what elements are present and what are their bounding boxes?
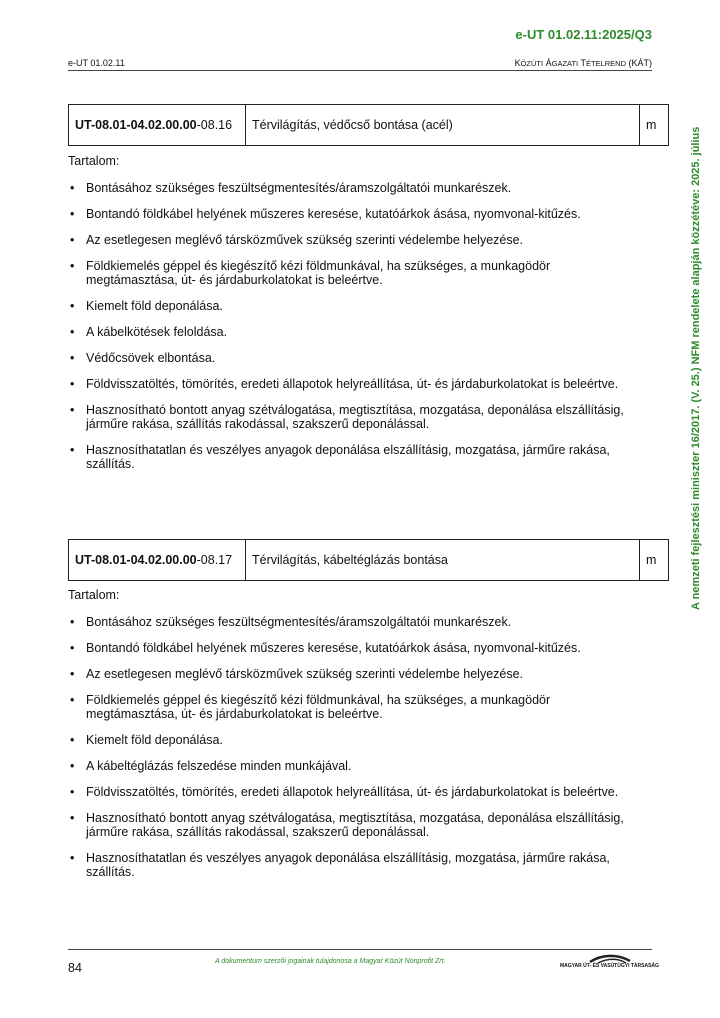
- list-item: • Kiemelt föld deponálása.: [68, 299, 638, 313]
- content-label: Tartalom:: [68, 588, 120, 602]
- header-divider: [68, 70, 652, 71]
- list-item: • Földkiemelés géppel és kiegészítő kézi földmunkával, ha szükséges, a munkagödör megtámasztása, út- és járdaburkolatokat is beleértve.: [68, 259, 638, 287]
- list-item: • Bontandó földkábel helyének műszeres keresése, kutatóárkok ásása, nyomvonal-kitűzés.: [68, 641, 638, 655]
- header-left-code: e-UT 01.02.11: [68, 58, 125, 68]
- list-item: • Földvisszatöltés, tömörítés, eredeti állapotok helyreállítása, út- és járdaburkolatokat is beleértve.: [68, 377, 638, 391]
- footer-divider: [68, 949, 652, 950]
- list-item: • Az esetlegesen meglévő társközművek szükség szerinti védelembe helyezése.: [68, 233, 638, 247]
- company-logo-text: MAGYAR ÚT- ÉS VASÚTÜGYI TÁRSASÁG: [560, 963, 659, 969]
- list-item: • Földkiemelés géppel és kiegészítő kézi földmunkával, ha szükséges, a munkagödör megtámasztása, út- és járdaburkolatokat is beleértve.: [68, 693, 638, 721]
- list-item: • Hasznosíthatatlan és veszélyes anyagok deponálása elszállításig, mozgatása, járműre rakása, szállítás.: [68, 851, 638, 879]
- item-unit: m: [640, 105, 669, 146]
- item-unit: m: [640, 540, 669, 581]
- list-item: • Bontásához szükséges feszültségmentesítés/áramszolgáltatói munkarészek.: [68, 615, 638, 629]
- item-code: UT-08.01-04.02.00.00-08.16: [69, 105, 246, 146]
- item-title: Térvilágítás, kábeltéglázás bontása: [246, 540, 640, 581]
- list-item: • Bontandó földkábel helyének műszeres keresése, kutatóárkok ásása, nyomvonal-kitűzés.: [68, 207, 638, 221]
- list-item: • Bontásához szükséges feszültségmentesítés/áramszolgáltatói munkarészek.: [68, 181, 638, 195]
- list-item: • A kábeltéglázás felszedése minden munkájával.: [68, 759, 638, 773]
- content-list: [68, 615, 638, 891]
- header-right-title: KÖZÚTI ÁGAZATI TÉTELREND (KÁT): [514, 58, 652, 68]
- copyright-note: A dokumentum szerzői jogainak tulajdonosa a Magyar Közút Nonprofit Zrt.: [215, 958, 446, 965]
- list-item: • Az esetlegesen meglévő társközművek szükség szerinti védelembe helyezése.: [68, 667, 638, 681]
- list-item: • Védőcsövek elbontása.: [68, 351, 638, 365]
- content-label: Tartalom:: [68, 154, 120, 168]
- list-item: • Hasznosíthatatlan és veszélyes anyagok deponálása elszállításig, mozgatása, járműre rakása, szállítás.: [68, 443, 638, 471]
- list-item: • A kábelkötések feloldása.: [68, 325, 638, 339]
- item-title: Térvilágítás, védőcső bontása (acél): [246, 105, 640, 146]
- list-item: • Hasznosítható bontott anyag szétválogatása, megtisztítása, mozgatása, deponálása elszállításig, járműre rakása, szállítás rakodással, szakszerű deponálással.: [68, 403, 638, 431]
- document-code: e-UT 01.02.11:2025/Q3: [515, 27, 652, 42]
- list-item: • Kiemelt föld deponálása.: [68, 733, 638, 747]
- page-number: 84: [68, 961, 82, 975]
- list-item: • Földvisszatöltés, tömörítés, eredeti állapotok helyreállítása, út- és járdaburkolatokat is beleértve.: [68, 785, 638, 799]
- item-header-table: [68, 539, 669, 581]
- item-header-table: [68, 104, 669, 146]
- item-code: UT-08.01-04.02.00.00-08.17: [69, 540, 246, 581]
- side-publication-note: A nemzeti fejlesztési miniszter 16/2017. (V. 25.) NFM rendelete alapján közzétéve: 2025. július: [690, 126, 702, 610]
- list-item: • Hasznosítható bontott anyag szétválogatása, megtisztítása, mozgatása, deponálása elszállításig, járműre rakása, szállítás rakodással, szakszerű deponálással.: [68, 811, 638, 839]
- content-list: [68, 181, 638, 483]
